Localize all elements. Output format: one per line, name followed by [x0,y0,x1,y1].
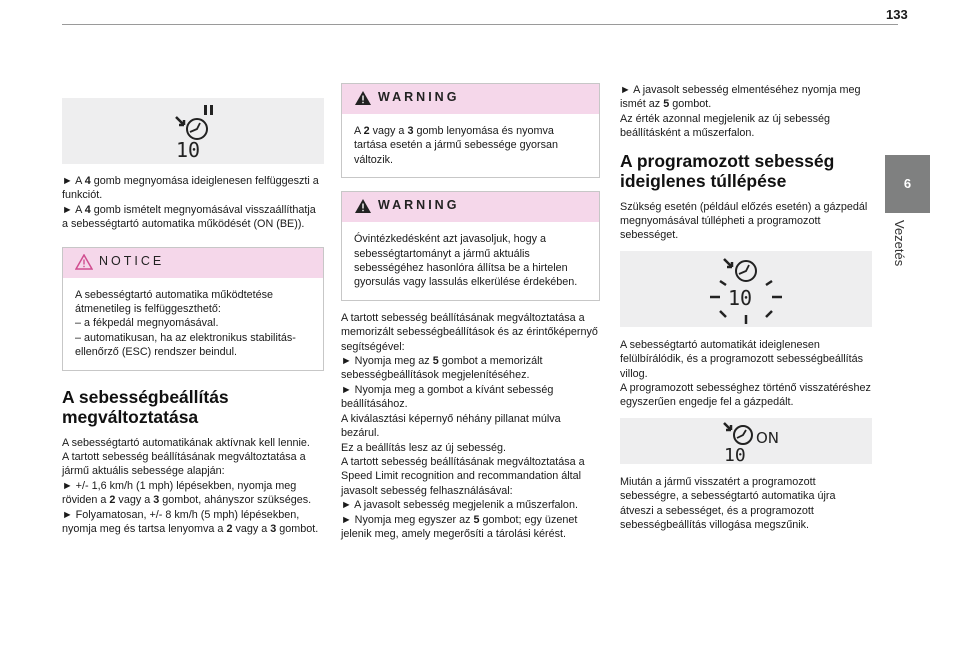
warning-triangle-icon [354,90,372,106]
section-heading: A sebességbeállítás megváltoztatása [62,386,229,427]
speed-limiter-on-icon [716,419,796,463]
section-heading: A programozott sebesség ideiglenes túllépése [620,150,835,191]
notice-line: – a fékpedál megnyomásával. [75,317,219,330]
speed-change-paragraph: A sebességtartó automatikának aktívnak kell lennie. A tartott sebesség beállításának megváltoztatása a jármű aktuális sebessége alapján: ► +/- 1,6 km/h (1 mph) lépésekben, nyomja meg röviden a 2 vagy a 3 gombot, ahányszor szükséges. ► Folyamatosan, +/- 8 km/h (5 mph) lépésekben, nyomja meg és tartsa lenyomva a 2 vagy a 3 gombot. [62,436,319,536]
column-3 [620,83,872,533]
resume-paragraph: Miután a jármű visszatért a programozott sebességre, a sebességtartó automatika újra átveszi a sebességet, és a programozott sebességbeállítás villogása megszűnik. [620,475,836,532]
chapter-label: Vezetés [892,220,907,267]
pause-icon-panel [62,98,324,164]
notice-line: – automatikusan, ha az elektronikus stabilitás-ellenőrző (ESC) rendszer beindul. [75,331,296,359]
warning-box-2 [341,191,600,301]
override-paragraph: Szükség esetén (például előzés esetén) a gázpedál megnyomásával túllépheti a programozott sebességet. [620,200,868,242]
svg-text:ON: ON [756,428,780,447]
speed-limiter-pause-icon [164,103,224,159]
flashing-speed-icon [706,253,786,325]
flashing-speed-icon-panel [620,251,872,327]
memorized-speed-paragraph: A tartott sebesség beállításának megváltoztatása a memorizált sebességbeállítások és az érintőképernyő segítségével: ► Nyomja meg az 5 gombot a memorizált sebességbeállítások megjelenítéséhez. ► Nyomja meg a gombot a kívánt sebesség beállításához. A kiválasztási képernyő néhány pillanat múlva bezárul. Ez a beállítás lesz az új sebesség. A tartott sebesség beállításának megváltoztatása a Speed Limit recognition and recommandation által javasolt sebesség felhasználásával: ► A javasolt sebesség megjelenik a műszerfalon. ► Nyomja meg egyszer az 5 gombot; egy üzenet jelenik meg, amely megerősíti a tárolási kérést. [341,311,598,540]
on-icon-panel [620,418,872,464]
warning-title: WARNING [378,198,460,213]
intro-paragraph: ► A 4 gomb megnyomása ideiglenesen felfüggeszti a funkciót. ► A 4 gomb ismételt megnyomásával visszaállíthatja a sebességtartó automatika működését (ON (BE)). [62,175,319,231]
svg-text:10: 10 [176,138,201,159]
chapter-tab[interactable]: 6 [885,155,930,213]
warning-triangle-icon [354,198,372,214]
store-speed-paragraph: ► A javasolt sebesség elmentéséhez nyomja meg ismét az 5 gombot. Az érték azonnal megjelenik az új sebesség beállításként a műszerfalon. [620,84,861,140]
warning-text: Óvintézkedésként azt javasoljuk, hogy a sebességtartományt a jármű aktuális sebességéhez hasonlóra állítsa be a hirtelen gyorsulás vagy lassulás elkerülése érdekében. [354,233,578,289]
notice-line: A sebességtartó automatika működtetése átmenetileg is felfüggeszthető: [75,288,274,316]
notice-title: NOTICE [99,253,165,268]
flashing-paragraph: A sebességtartó automatikát ideiglenesen felülbírálódik, és a programozott sebességbeállítás villog. A programozott sebességhez történő visszatéréshez egyszerűen engedje fel a gázpedált. [620,338,871,409]
svg-text:10: 10 [728,285,753,310]
top-rule [62,24,898,25]
warning-triangle-icon [75,254,93,270]
page-number: 133 [886,7,908,22]
notice-box [62,247,324,371]
column-2 [341,83,600,541]
warning-title: WARNING [378,90,460,104]
column-1 [62,98,324,537]
warning-text: A 2 vagy a 3 gomb lenyomása és nyomva tartása esetén a jármű sebessége gyorsan változik. [354,125,559,166]
warning-box-1 [341,83,600,178]
svg-text:10: 10 [724,444,746,463]
